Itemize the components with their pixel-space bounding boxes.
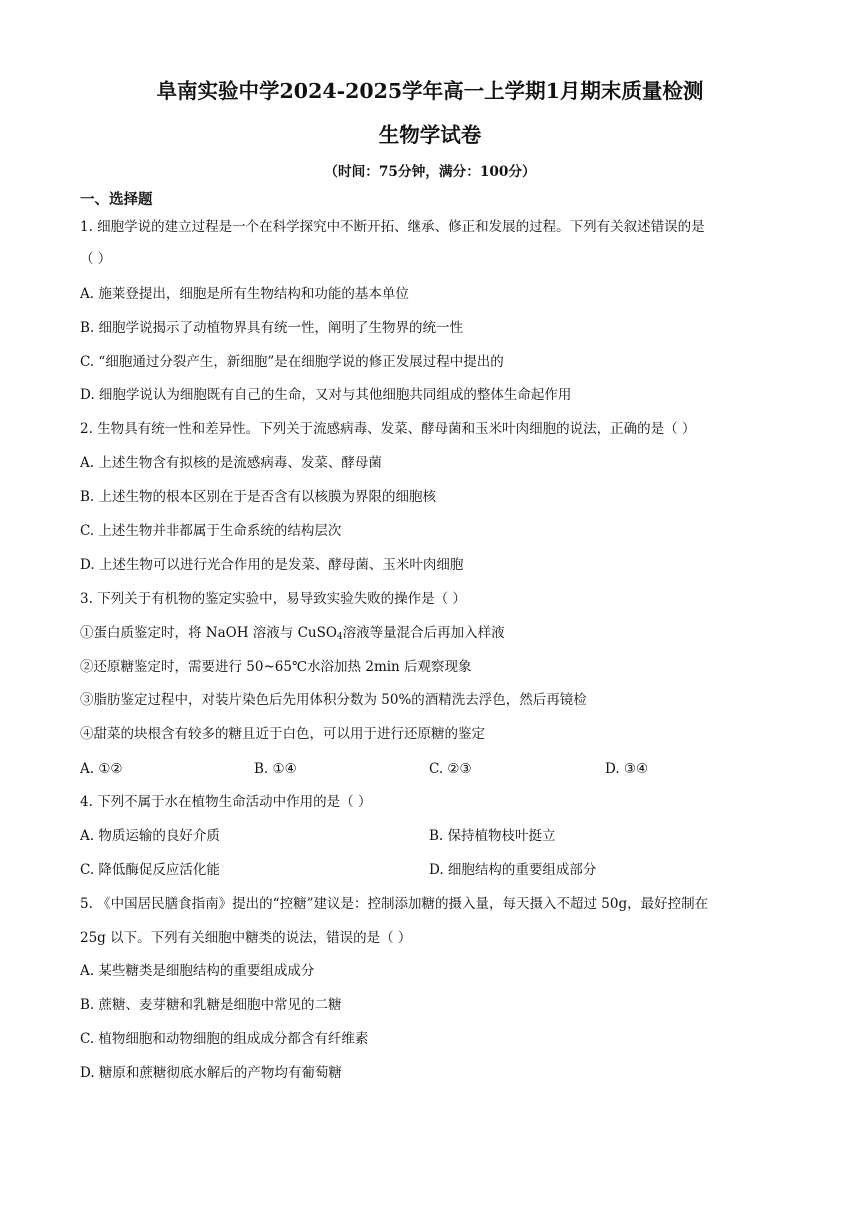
exam-title: 阜南实验中学2024-2025学年高一上学期1月期末质量检测: [156, 79, 704, 103]
exam-info: （时间：75分钟，满分：100分）: [324, 164, 536, 180]
subscript-4: 4: [336, 632, 343, 642]
question-5-option-b: B. 蔗糖、麦芽糖和乳糖是细胞中常见的二糖: [80, 997, 342, 1013]
question-3-statement-4: ④甜菜的块根含有较多的糖且近于白色，可以用于进行还原糖的鉴定: [80, 726, 485, 742]
question-2-stem: 2. 生物具有统一性和差异性。下列关于流感病毒、发菜、酵母菌和玉米叶肉细胞的说法，正确的是（ ）: [80, 421, 696, 437]
exam-subject: 生物学试卷: [378, 123, 482, 147]
question-5-stem: 5. 《中国居民膳食指南》提出的“控糖”建议是：控制添加糖的摄入量，每天摄入不超过 50g，最好控制在: [80, 896, 709, 912]
statement-1-text-b: 溶液等量混合后再加入样液: [342, 625, 505, 641]
question-3-option-b: B. ①④: [254, 761, 297, 777]
statement-1-text-a: ①蛋白质鉴定时，将 NaOH 溶液与 CuSO: [80, 625, 337, 641]
question-3-statement-2: ②还原糖鉴定时，需要进行 50~65℃水浴加热 2min 后观察现象: [80, 659, 472, 675]
question-1-option-d: D. 细胞学说认为细胞既有自己的生命，又对与其他细胞共同组成的整体生命起作用: [80, 387, 572, 403]
question-3-option-d: D. ③④: [605, 761, 649, 777]
question-1-blank: （ ）: [80, 251, 112, 267]
question-3-option-a: A. ①②: [80, 761, 123, 777]
question-3-statement-3: ③脂肪鉴定过程中，对装片染色后先用体积分数为 50%的酒精洗去浮色，然后再镜检: [80, 692, 587, 708]
question-4-option-d: D. 细胞结构的重要组成部分: [429, 862, 597, 878]
question-3-stem: 3. 下列关于有机物的鉴定实验中，易导致实验失败的操作是（ ）: [80, 591, 466, 607]
section-title: 一、选择题: [80, 191, 153, 208]
question-5-option-d: D. 糖原和蔗糖彻底水解后的产物均有葡萄糖: [80, 1065, 342, 1081]
question-2-option-c: C. 上述生物并非都属于生命系统的结构层次: [80, 523, 342, 539]
question-3-statement-1: [80, 624, 505, 646]
question-1-option-c: C. “细胞通过分裂产生，新细胞”是在细胞学说的修正发展过程中提出的: [80, 354, 504, 370]
question-2-option-d: D. 上述生物可以进行光合作用的是发菜、酵母菌、玉米叶肉细胞: [80, 557, 464, 573]
question-1-option-b: B. 细胞学说揭示了动植物界具有统一性，阐明了生物界的统一性: [80, 320, 464, 336]
question-1-stem: 1. 细胞学说的建立过程是一个在科学探究中不断开拓、继承、修正和发展的过程。下列有关叙述错误的是: [80, 219, 705, 235]
question-5-option-c: C. 植物细胞和动物细胞的组成成分都含有纤维素: [80, 1031, 369, 1047]
question-4-option-b: B. 保持植物枝叶挺立: [429, 828, 556, 844]
question-3-option-c: C. ②③: [429, 761, 472, 777]
question-4-stem: 4. 下列不属于水在植物生命活动中作用的是（ ）: [80, 794, 372, 810]
question-5-option-a: A. 某些糖类是细胞结构的重要组成成分: [80, 963, 315, 979]
question-1-option-a: A. 施莱登提出，细胞是所有生物结构和功能的基本单位: [80, 286, 409, 302]
question-4-option-a: A. 物质运输的良好介质: [80, 828, 220, 844]
question-2-option-a: A. 上述生物含有拟核的是流感病毒、发菜、酵母菌: [80, 455, 382, 471]
question-4-option-c: C. 降低酶促反应活化能: [80, 862, 220, 878]
question-2-option-b: B. 上述生物的根本区别在于是否含有以核膜为界限的细胞核: [80, 489, 437, 505]
question-5-stem-cont: 25g 以下。下列有关细胞中糖类的说法，错误的是（ ）: [80, 930, 412, 946]
